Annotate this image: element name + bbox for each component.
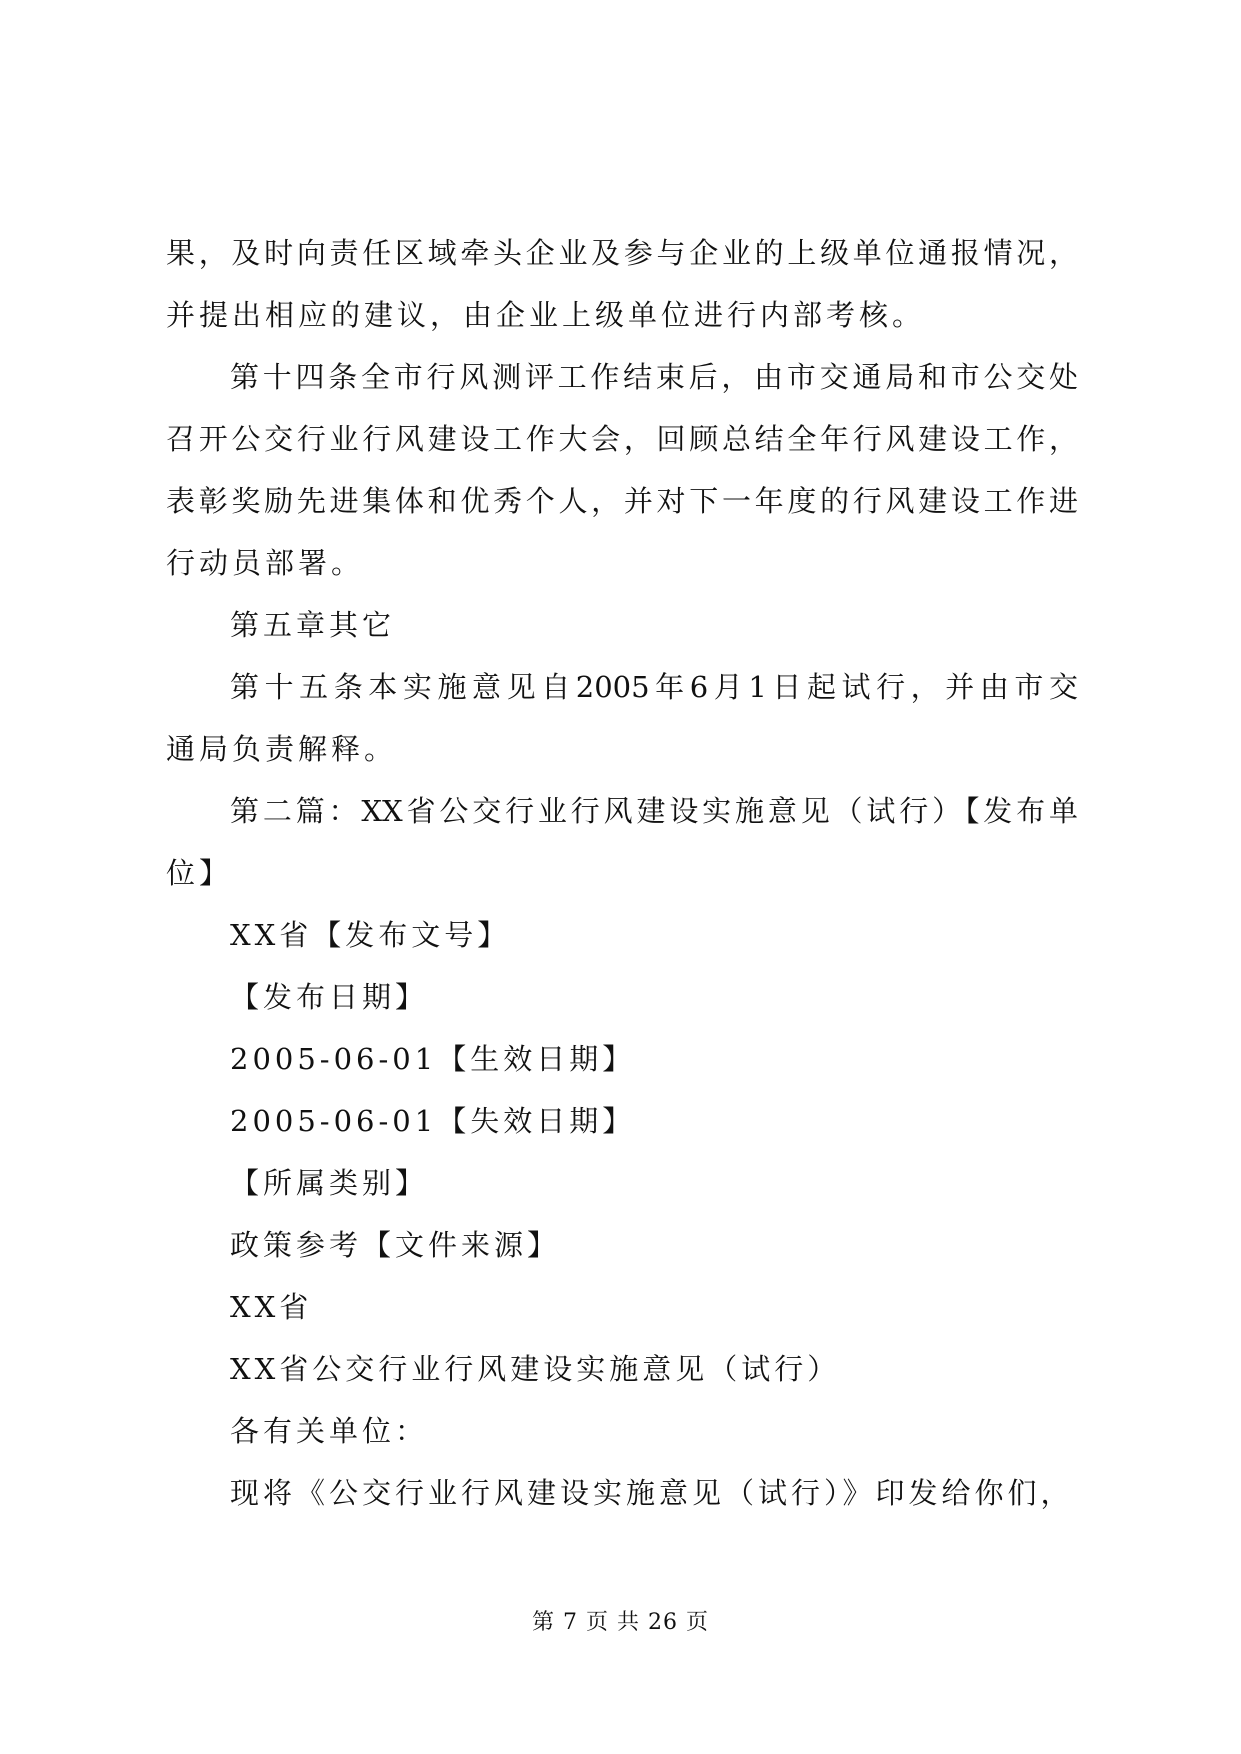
salutation-line: 各有关单位： [230,1414,429,1448]
metadata-line: XX省 [230,1290,313,1324]
paragraph-line: 表彰奖励先进集体和优秀个人，并对下一年度的行风建设工作进 [166,484,1078,518]
document-body [166,222,1078,1524]
metadata-line: 2005-06-01【失效日期】 [230,1104,636,1138]
document-title-line: XX省公交行业行风建设实施意见（试行） [230,1352,841,1386]
metadata-line: 【发布日期】 [230,980,429,1014]
metadata-line: 【所属类别】 [230,1166,429,1200]
paragraph-line: 行动员部署。 [166,546,365,580]
paragraph-line: 现将《公交行业行风建设实施意见（试行）》印发给你们， [230,1476,1074,1510]
section-title-line: 位】 [166,856,233,890]
metadata-line: XX省【发布文号】 [230,918,511,952]
paragraph-line: 召开公交行业行风建设工作大会，回顾总结全年行风建设工作， [166,422,1078,456]
chapter-heading: 第五章其它 [230,608,396,642]
metadata-line: 政策参考【文件来源】 [230,1228,561,1262]
page-number-footer: 第 7 页 共 26 页 [532,1610,709,1635]
metadata-line: 2005-06-01【生效日期】 [230,1042,636,1076]
paragraph-line: 通局负责解释。 [166,732,398,766]
section-title-line: 第二篇：XX省公交行业行风建设实施意见（试行）【发布单 [230,794,1078,828]
paragraph-line: 第十四条全市行风测评工作结束后，由市交通局和市公交处 [230,360,1078,394]
paragraph-line: 果，及时向责任区域牵头企业及参与企业的上级单位通报情况， [166,236,1078,270]
paragraph-line: 第十五条本实施意见自2005年6月1日起试行，并由市交 [230,670,1078,704]
paragraph-line: 并提出相应的建议，由企业上级单位进行内部考核。 [166,298,926,332]
